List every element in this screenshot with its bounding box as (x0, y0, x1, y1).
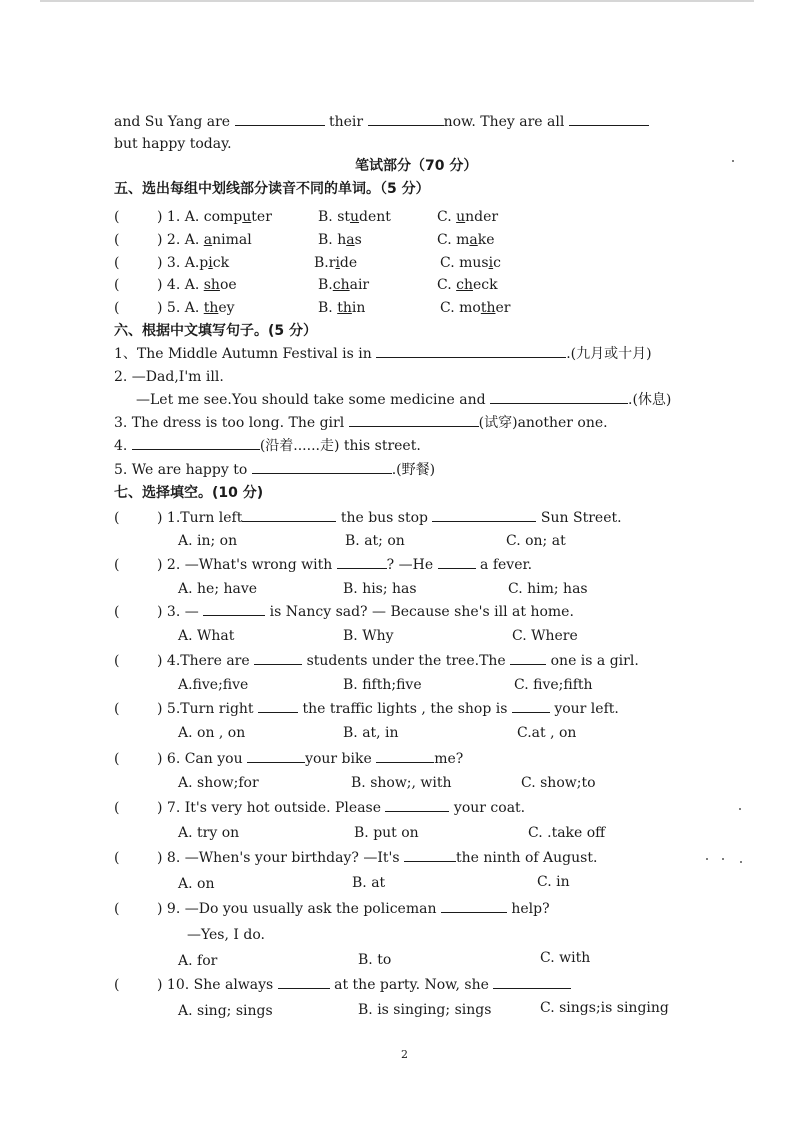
answer-blank[interactable] (490, 391, 628, 404)
option-a[interactable]: A. on , on (178, 725, 246, 741)
question-7-6: ) 6. Can you your bike me? (157, 751, 464, 767)
option-b[interactable]: B. his; has (343, 581, 417, 597)
answer-paren[interactable]: ( (114, 701, 120, 717)
answer-paren[interactable]: ( (114, 751, 120, 767)
answer-blank[interactable] (493, 976, 571, 989)
answer-blank[interactable] (376, 345, 566, 358)
option-b[interactable]: B. at (352, 875, 386, 891)
option-b[interactable]: B. show;, with (351, 775, 452, 791)
option-c: C. check (437, 277, 498, 293)
option-a[interactable]: A. in; on (178, 533, 238, 549)
answer-blank[interactable] (203, 603, 265, 616)
option-a[interactable]: A. he; have (178, 581, 258, 597)
answer-paren[interactable]: ( (114, 255, 120, 271)
intro-text-3: now. They are all (443, 114, 565, 130)
option-b: B. student (318, 209, 391, 225)
answer-paren[interactable]: ( (114, 604, 120, 620)
question-6-2a: 2. —Dad,I'm ill. (114, 369, 224, 385)
question-6-4: 4. (沿着......走) this street. (114, 438, 421, 454)
question-5-1: ) 1. A. computer (157, 209, 272, 225)
answer-paren[interactable]: ( (114, 209, 120, 225)
option-c: C. under (437, 209, 499, 225)
answer-blank[interactable] (337, 556, 387, 569)
intro-text-1: and Su Yang are (114, 114, 231, 130)
question-6-3: 3. The dress is too long. The girl (试穿)another one. (114, 415, 608, 431)
written-part-header: 笔试部分（70 分） (355, 158, 478, 174)
intro-line-1 (114, 113, 649, 131)
answer-blank[interactable] (385, 799, 449, 812)
option-c[interactable]: C. show;to (521, 775, 596, 791)
answer-blank[interactable] (441, 900, 507, 913)
option-b[interactable]: B. is singing; sings (358, 1002, 492, 1018)
question-7-3: ) 3. — is Nancy sad? — Because she's ill at home. (157, 604, 574, 620)
question-5-3: ) 3. A.pick (157, 255, 230, 271)
answer-paren[interactable]: ( (114, 850, 120, 866)
question-7-9: ) 9. —Do you usually ask the policeman help? (157, 901, 550, 917)
question-6-1: 1、The Middle Autumn Festival is in .(九月或十月) (114, 346, 652, 362)
option-c[interactable]: C. in (537, 874, 570, 890)
answer-blank[interactable] (132, 437, 260, 450)
answer-paren[interactable]: ( (114, 977, 120, 993)
answer-paren[interactable]: ( (114, 300, 120, 316)
option-b: B.ride (314, 255, 358, 271)
option-c: C. mother (440, 300, 511, 316)
answer-blank[interactable] (510, 652, 546, 665)
question-6-5: 5. We are happy to .(野餐) (114, 462, 436, 478)
option-b: B.chair (318, 277, 370, 293)
option-c[interactable]: C. on; at (506, 533, 566, 549)
answer-blank[interactable] (258, 700, 298, 713)
section-6-title: 六、根据中文填写句子。(5 分） (114, 323, 318, 339)
option-a[interactable]: A. for (178, 953, 218, 969)
option-b[interactable]: B. fifth;five (343, 677, 422, 693)
scan-edge-line (40, 0, 754, 2)
answer-blank[interactable] (438, 556, 476, 569)
option-b: B. has (318, 232, 362, 248)
answer-paren[interactable]: ( (114, 800, 120, 816)
answer-blank[interactable] (368, 113, 444, 126)
option-c[interactable]: C. Where (512, 628, 578, 644)
option-c[interactable]: C. .take off (528, 825, 606, 841)
option-b[interactable]: B. at; on (345, 533, 405, 549)
answer-blank[interactable] (349, 414, 479, 427)
question-7-8: ) 8. —When's your birthday? —It's the ninth of August. (157, 850, 598, 866)
answer-blank[interactable] (512, 700, 550, 713)
question-5-4: ) 4. A. shoe (157, 277, 237, 293)
option-a[interactable]: A.five;five (178, 677, 249, 693)
question-7-4: ) 4.There are students under the tree.The one is a girl. (157, 653, 639, 669)
question-5-2: ) 2. A. animal (157, 232, 252, 248)
answer-blank[interactable] (247, 750, 305, 763)
question-6-2b: —Let me see.You should take some medicine and .(休息) (136, 392, 672, 408)
option-a[interactable]: A. try on (178, 825, 240, 841)
option-c[interactable]: C. five;fifth (514, 677, 593, 693)
answer-paren[interactable]: ( (114, 901, 120, 917)
intro-line-2: but happy today. (114, 136, 232, 152)
scan-speck (740, 861, 742, 863)
question-7-9-reply: —Yes, I do. (187, 927, 265, 943)
answer-blank[interactable] (242, 509, 336, 522)
scan-speck (722, 858, 724, 860)
option-c: C. music (440, 255, 501, 271)
answer-blank[interactable] (569, 113, 649, 126)
answer-blank[interactable] (252, 461, 392, 474)
answer-paren[interactable]: ( (114, 510, 120, 526)
question-5-5: ) 5. A. they (157, 300, 235, 316)
scan-speck (739, 808, 741, 810)
option-c[interactable]: C. with (540, 950, 591, 966)
option-c[interactable]: C. sings;is singing (540, 1000, 669, 1016)
scan-speck (706, 858, 708, 860)
answer-blank[interactable] (235, 113, 325, 126)
question-7-1: ) 1.Turn left the bus stop Sun Street. (157, 510, 622, 526)
option-b[interactable]: B. at, in (343, 725, 399, 741)
answer-paren[interactable]: ( (114, 557, 120, 573)
option-c[interactable]: C.at , on (517, 725, 577, 741)
option-a[interactable]: A. What (178, 628, 235, 644)
option-b[interactable]: B. put on (354, 825, 419, 841)
scan-speck (732, 160, 734, 162)
answer-blank[interactable] (278, 976, 330, 989)
option-a[interactable]: A. on (178, 876, 215, 892)
option-a[interactable]: A. show;for (178, 775, 259, 791)
question-7-10: ) 10. She always at the party. Now, she (157, 976, 571, 994)
answer-paren[interactable]: ( (114, 232, 120, 248)
section-5-title: 五、选出每组中划线部分读音不同的单词。（5 分） (114, 181, 430, 197)
section-7-title: 七、选择填空。(10 分) (114, 485, 264, 501)
option-c: C. make (437, 232, 495, 248)
question-7-2: ) 2. —What's wrong with ? —He a fever. (157, 557, 533, 573)
answer-blank[interactable] (376, 750, 434, 763)
answer-paren[interactable]: ( (114, 277, 120, 293)
question-7-5: ) 5.Turn right the traffic lights , the shop is your left. (157, 701, 619, 717)
answer-blank[interactable] (404, 849, 456, 862)
answer-blank[interactable] (254, 652, 302, 665)
option-c[interactable]: C. him; has (508, 581, 588, 597)
intro-text-2: their (329, 114, 364, 130)
question-7-7: ) 7. It's very hot outside. Please your coat. (157, 800, 526, 816)
answer-paren[interactable]: ( (114, 653, 120, 669)
page-number: 2 (401, 1048, 408, 1061)
option-a[interactable]: A. sing; sings (178, 1003, 273, 1019)
answer-blank[interactable] (432, 509, 536, 522)
option-b[interactable]: B. to (358, 952, 392, 968)
option-b[interactable]: B. Why (343, 628, 394, 644)
option-b: B. thin (318, 300, 366, 316)
